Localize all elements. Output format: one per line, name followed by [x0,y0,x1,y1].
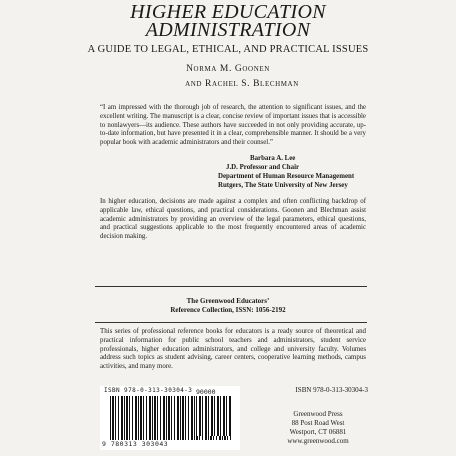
barcode-isbn-label: ISBN 978-0-313-30304-3 [104,387,193,394]
publisher-info [268,410,368,446]
attribution-department: Department of Human Resource Management [218,173,355,180]
divider-bottom [95,322,367,323]
barcode-addon-digits: 90000 [196,388,216,396]
publisher-city: Westport, CT 06881 [289,428,347,436]
publisher-name: Greenwood Press [293,410,343,418]
author-1: Norma M. Goonen [186,64,270,74]
collection-line-2: Reference Collection, ISSN: 1056-2192 [170,306,286,314]
book-description: In higher education, decisions are made against a complex and often conflicting backdrop of applicable law, ethical questions, and practical considerations. Goonen and Blechman assist academic administrators by providing an overview of the legal parameters, ethical questions, and practical suggestions applicable to the most frequently encountered areas of academic decision making. [100,198,366,241]
collection-name [0,297,456,315]
review-quote: “I am impressed with the thorough job of research, the attention to significant issues, and the excellent writing. The manuscript is a clear, concise review of important issues that is accessible to nonlawyers—its audience. These authors have succeeded in not only providing accurate, up-to-date information, but have presented it in a clear, comprehensible manner. It should be a very popular book with academic administrators and their counsel.” [100,104,366,147]
isbn-text: ISBN 978-0-313-30304-3 [295,386,368,394]
attribution-name: Barbara A. Lee [250,155,296,162]
title-line-1: HIGHER EDUCATION [130,1,326,23]
barcode [100,386,240,450]
barcode-ean-digits: 9 780313 303043 [102,440,169,448]
series-description: This series of professional reference books for educators is a ready source of theoretical and practical information for public school teachers and administrators, student service professionals, higher education administrators, and college and university faculty. Volumes address such topics as student advising, career centers, cooperative learning methods, campus activities, and many more. [100,328,366,371]
subtitle: A GUIDE TO LEGAL, ETHICAL, AND PRACTICAL ISSUES [87,44,369,55]
divider-top [95,286,367,287]
author-2: and Rachel S. Blechman [185,79,299,89]
collection-line-1: The Greenwood Educators’ [186,297,270,305]
title-line-2: ADMINISTRATION [145,19,311,41]
quote-attribution [218,154,378,190]
attribution-role: J.D. Professor and Chair [226,164,300,171]
publisher-web: www.greenwood.com [287,437,349,445]
attribution-institution: Rutgers, The State University of New Jersey [218,182,348,189]
publisher-street: 88 Post Road West [291,419,345,427]
barcode-addon-bars [196,396,232,436]
